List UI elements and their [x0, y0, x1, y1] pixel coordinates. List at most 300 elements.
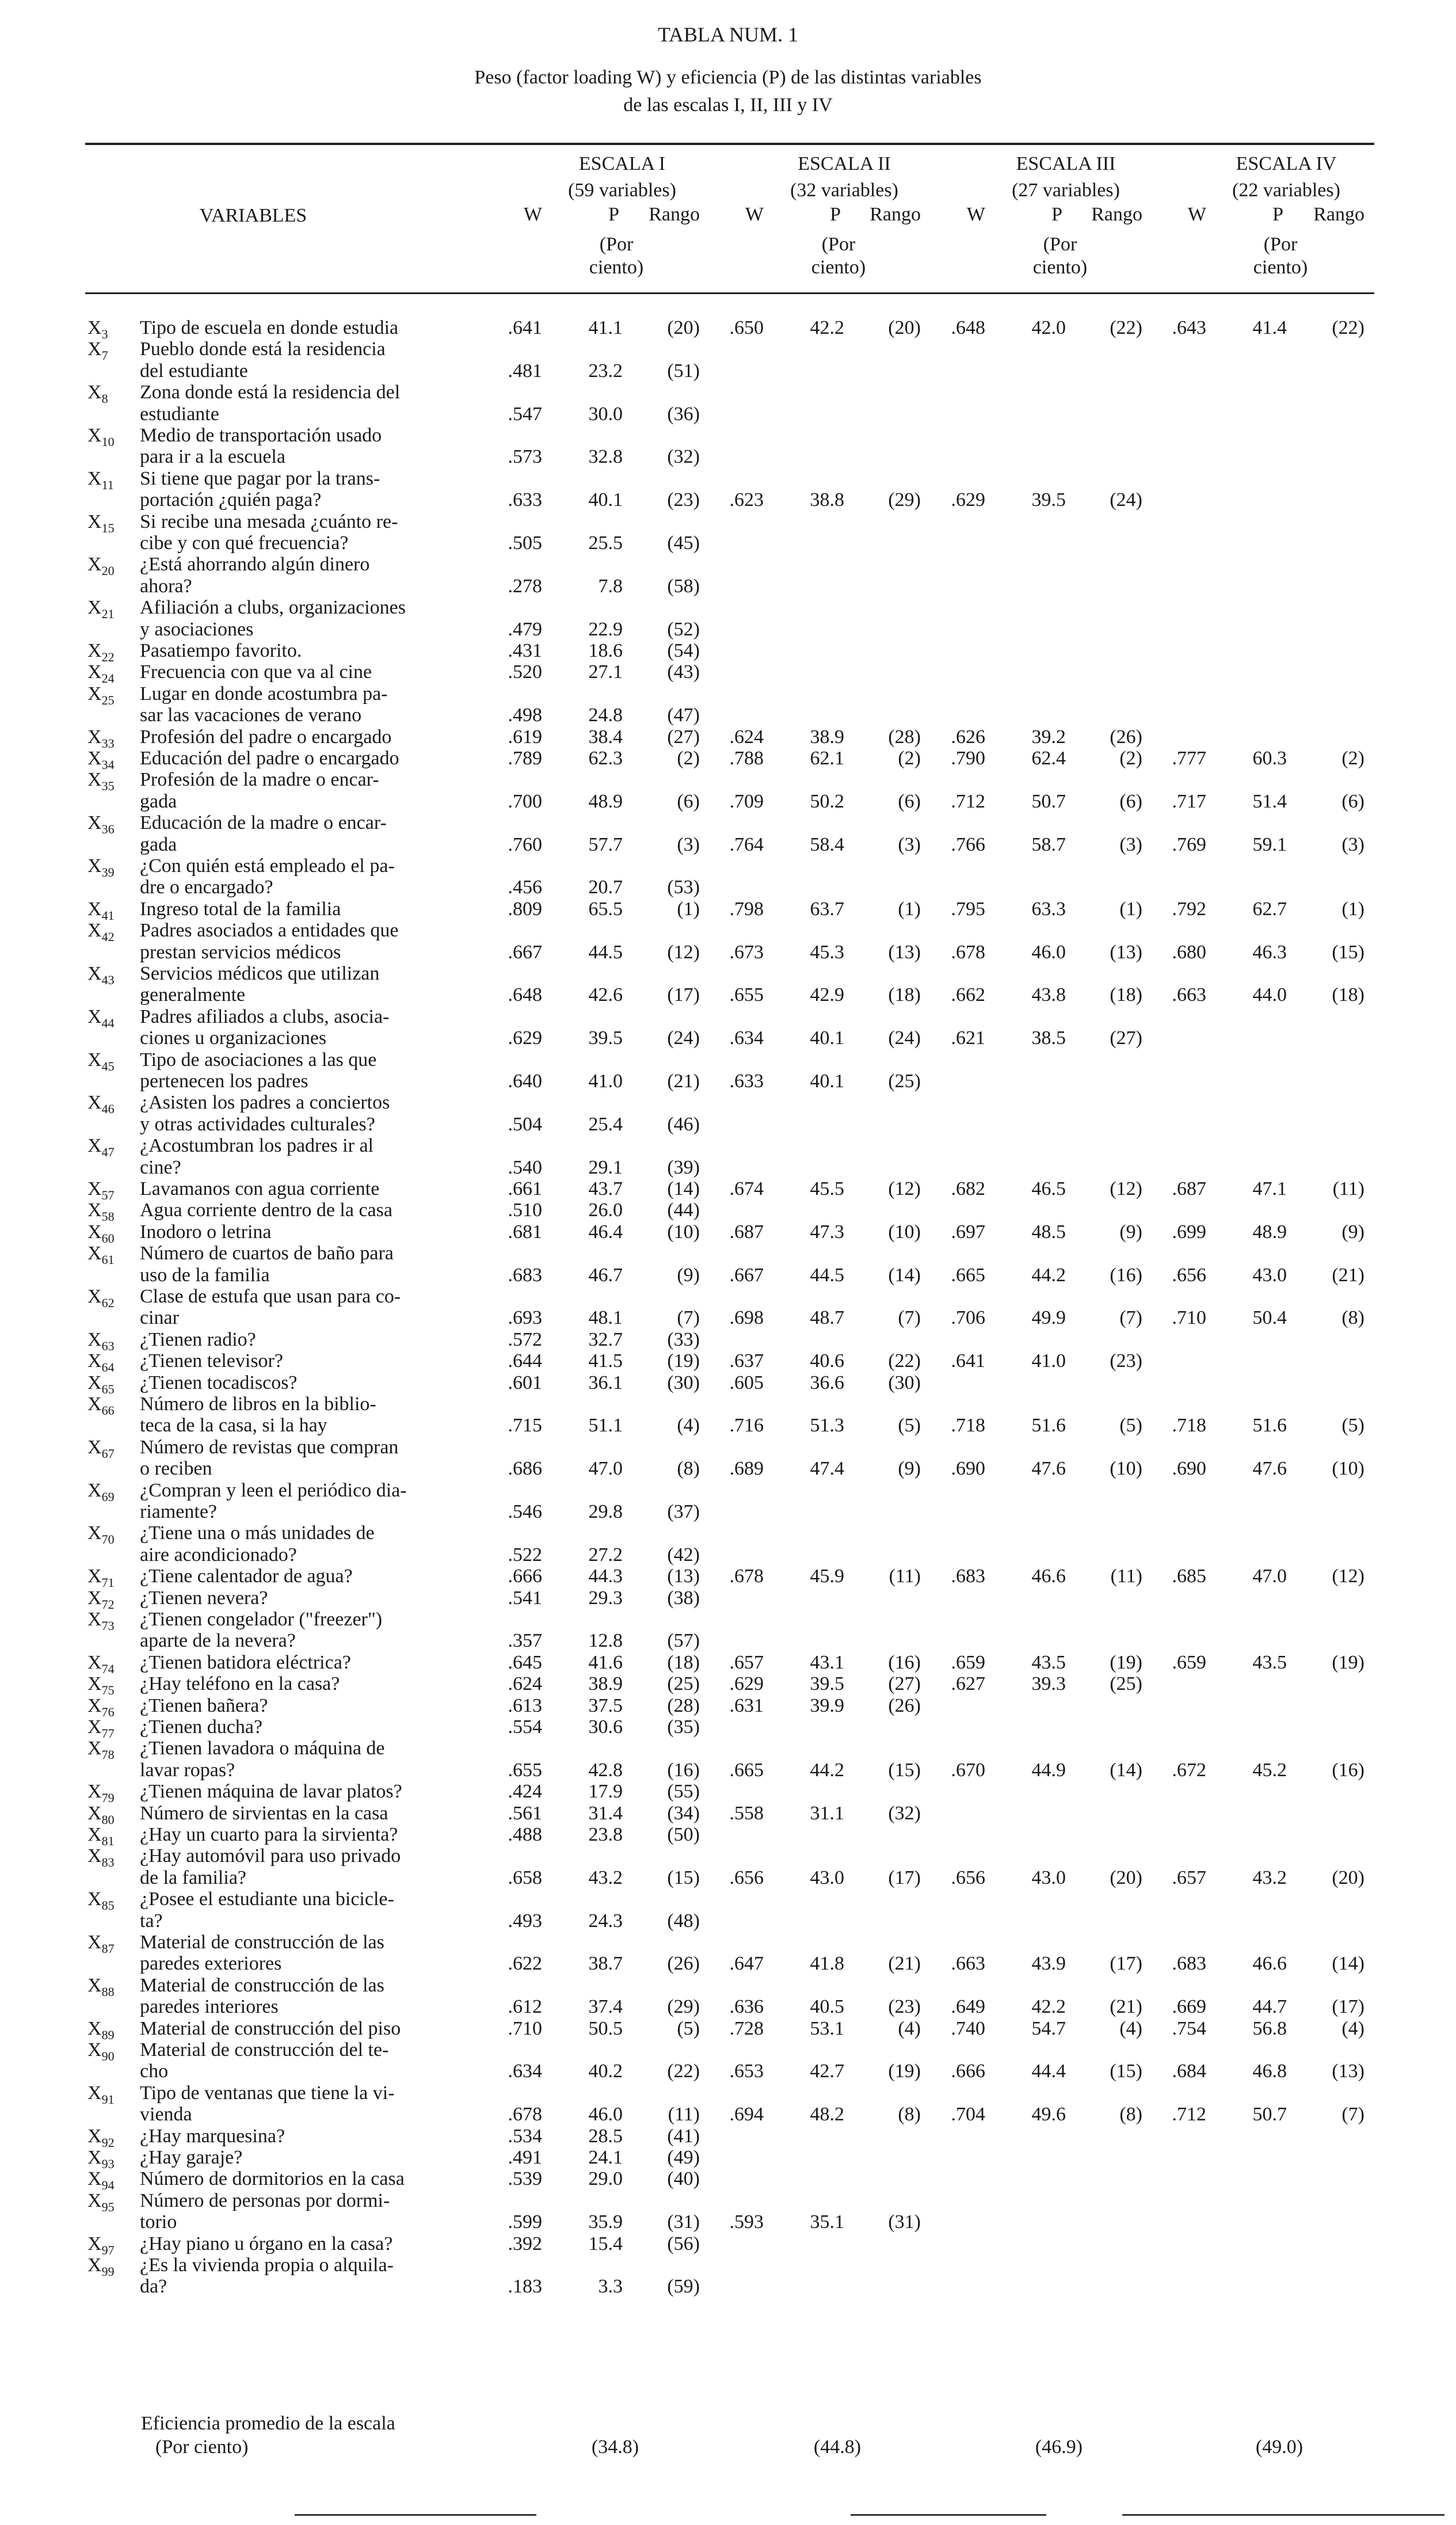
variable-label: del estudiante [140, 360, 248, 382]
variable-label: Número de libros en la biblio- [140, 1393, 376, 1415]
variable-code: $X_{99}$ [87, 2254, 115, 2279]
rank-value: (6) [677, 790, 700, 812]
weight-value: .669 [1172, 1996, 1206, 2018]
rank-value: (10) [1110, 1458, 1142, 1480]
rank-value: (7) [898, 1307, 921, 1329]
weight-value: .648 [951, 317, 985, 338]
variable-label: ¿Tiene calentador de agua? [140, 1566, 353, 1587]
variable-label: ¿Tienen bañera? [140, 1694, 268, 1716]
rank-value: (26) [667, 1953, 700, 1975]
efficiency-value: 22.9 [588, 618, 623, 640]
rank-value: (17) [667, 984, 700, 1006]
weight-value: .666 [951, 2061, 985, 2082]
rank-value: (2) [677, 748, 700, 769]
weight-value: .456 [508, 877, 542, 898]
variable-label: Ingreso total de la familia [140, 898, 341, 920]
rank-value: (12) [888, 1178, 921, 1199]
variable-label: Tipo de escuela en donde estudia [140, 317, 399, 338]
rank-value: (10) [1332, 1458, 1364, 1480]
efficiency-value: 41.0 [1031, 1350, 1066, 1372]
variable-label: para ir a la escuela [140, 446, 285, 468]
efficiency-value: 38.9 [588, 1673, 623, 1695]
variable-label: lavar ropas? [140, 1759, 235, 1781]
rank-value: (28) [888, 726, 921, 748]
variable-code: $X_{71}$ [87, 1566, 115, 1590]
weight-value: .659 [1172, 1651, 1206, 1673]
rank-value: (6) [898, 790, 921, 812]
rank-value: (15) [1332, 941, 1364, 963]
weight-value: .769 [1172, 833, 1206, 855]
weight-value: .687 [729, 1221, 764, 1243]
weight-value: .645 [508, 1651, 542, 1673]
rank-value: (1) [1119, 898, 1142, 920]
rank-value: (31) [888, 2211, 921, 2233]
efficiency-value: 38.9 [810, 726, 844, 748]
rank-value: (27) [667, 726, 700, 748]
rank-value: (4) [1119, 2017, 1142, 2039]
weight-value: .505 [508, 532, 542, 554]
column-units: ciento) [1253, 257, 1308, 278]
weight-value: .643 [1172, 317, 1206, 338]
variable-label: Medio de transportación usado [140, 425, 382, 446]
variable-label: ¿Tienen televisor? [140, 1350, 283, 1372]
efficiency-value: 41.0 [588, 1071, 623, 1092]
rank-value: (6) [1341, 790, 1364, 812]
rank-value: (10) [888, 1221, 921, 1243]
column-w-header: W [523, 204, 542, 225]
variable-code: $X_{93}$ [87, 2147, 115, 2171]
rank-value: (9) [677, 1264, 700, 1286]
column-units: (Por [1043, 234, 1077, 255]
efficiency-value: 45.9 [810, 1566, 844, 1587]
variable-label: Tipo de asociaciones a las que [140, 1049, 377, 1071]
efficiency-value: 39.5 [1031, 489, 1066, 511]
variable-code: $X_{88}$ [87, 1974, 115, 1999]
variable-code: $X_{95}$ [87, 2189, 115, 2214]
weight-value: .627 [951, 1673, 985, 1695]
efficiency-value: 42.0 [1031, 317, 1066, 338]
weight-value: .539 [508, 2168, 542, 2190]
column-p-header: P [608, 204, 619, 225]
rank-value: (42) [667, 1544, 700, 1566]
variable-code: $X_{34}$ [87, 748, 115, 772]
efficiency-value: 25.5 [588, 532, 623, 554]
weight-value: .534 [508, 2125, 542, 2147]
rank-value: (12) [667, 941, 700, 963]
efficiency-value: 30.6 [588, 1716, 623, 1738]
variable-label: o reciben [140, 1458, 212, 1480]
efficiency-value: 44.3 [588, 1566, 623, 1587]
variable-code: $X_{24}$ [87, 661, 115, 686]
column-units: (Por [821, 234, 856, 255]
weight-value: .631 [729, 1694, 764, 1716]
footer-label: Eficiencia promedio de la escala [141, 2413, 395, 2434]
efficiency-value: 43.1 [810, 1651, 844, 1673]
column-units: ciento) [811, 257, 866, 278]
weight-value: .629 [951, 489, 985, 511]
table-caption: Peso (factor loading W) y eficiencia (P) de las distintas variables [474, 67, 982, 88]
variable-code: $X_{77}$ [87, 1716, 115, 1741]
efficiency-value: 30.0 [588, 403, 623, 425]
rank-value: (11) [1110, 1566, 1142, 1587]
scale-name: ESCALA IV [1236, 153, 1337, 174]
weight-value: .558 [729, 1802, 764, 1824]
variable-label: ¿Compran y leen el periódico dia- [140, 1479, 407, 1501]
variable-label: portación ¿quién paga? [140, 489, 322, 511]
variable-label: cibe y con qué frecuencia? [140, 532, 349, 554]
weight-value: .789 [508, 748, 542, 769]
weight-value: .612 [508, 1996, 542, 2018]
efficiency-value: 63.3 [1031, 898, 1066, 920]
rank-value: (11) [1332, 1178, 1364, 1199]
variable-label: ¿Es la vivienda propia o alquila- [140, 2254, 394, 2276]
column-w-header: W [966, 204, 985, 225]
weight-value: .561 [508, 1802, 542, 1824]
rank-value: (2) [1119, 748, 1142, 769]
column-rango-header: Rango [1091, 204, 1142, 225]
variable-code: $X_{69}$ [87, 1479, 115, 1504]
variable-label: ¿Tienen máquina de lavar platos? [140, 1781, 402, 1803]
rank-value: (13) [888, 941, 921, 963]
rank-value: (16) [667, 1759, 700, 1781]
weight-value: .712 [951, 790, 985, 812]
efficiency-value: 38.7 [588, 1953, 623, 1975]
column-p-header: P [1272, 204, 1283, 225]
rank-value: (1) [1341, 898, 1364, 920]
efficiency-value: 40.2 [588, 2061, 623, 2082]
variable-code: $X_{46}$ [87, 1092, 115, 1117]
rank-value: (22) [1110, 317, 1142, 338]
efficiency-value: 62.3 [588, 748, 623, 769]
efficiency-value: 45.3 [810, 941, 844, 963]
rank-value: (24) [1110, 489, 1142, 511]
variable-code: $X_{76}$ [87, 1694, 115, 1719]
variable-label: Número de revistas que compran [140, 1436, 399, 1458]
efficiency-value: 43.0 [1031, 1867, 1066, 1888]
variable-label: Material de construcción del piso [140, 2017, 401, 2039]
weight-value: .392 [508, 2233, 542, 2254]
efficiency-value: 41.6 [588, 1651, 623, 1673]
rank-value: (22) [1332, 317, 1364, 338]
efficiency-value: 39.2 [1031, 726, 1066, 748]
variable-code: $X_{20}$ [87, 554, 115, 578]
weight-value: .650 [729, 317, 764, 338]
column-rango-header: Rango [870, 204, 921, 225]
variable-code: $X_{61}$ [87, 1243, 115, 1267]
weight-value: .647 [729, 1953, 764, 1975]
weight-value: .541 [508, 1587, 542, 1609]
weight-value: .431 [508, 640, 542, 661]
bottom-rule-left [295, 2514, 536, 2516]
efficiency-value: 39.3 [1031, 1673, 1066, 1695]
variable-code: $X_{60}$ [87, 1221, 115, 1246]
weight-value: .790 [951, 748, 985, 769]
efficiency-value: 60.3 [1252, 748, 1287, 769]
weight-value: .659 [951, 1651, 985, 1673]
variable-label: teca de la casa, si la hay [140, 1415, 327, 1437]
variable-label: gada [140, 790, 177, 812]
rank-value: (16) [1332, 1759, 1364, 1781]
efficiency-value: 44.5 [588, 941, 623, 963]
variable-label: Número de sirvientas en la casa [140, 1802, 388, 1824]
weight-value: .613 [508, 1694, 542, 1716]
variable-label: vienda [140, 2104, 192, 2126]
weight-value: .424 [508, 1781, 542, 1803]
rank-value: (16) [1110, 1264, 1142, 1286]
bottom-rule-middle [851, 2514, 1046, 2516]
efficiency-value: 62.7 [1252, 898, 1287, 920]
rank-value: (41) [667, 2125, 700, 2147]
weight-value: .680 [1172, 941, 1206, 963]
weight-value: .634 [508, 2061, 542, 2082]
efficiency-value: 62.4 [1031, 748, 1066, 769]
variable-code: $X_{92}$ [87, 2125, 115, 2150]
rank-value: (25) [667, 1673, 700, 1695]
rank-value: (33) [667, 1328, 700, 1350]
efficiency-value: 43.2 [588, 1867, 623, 1888]
weight-value: .718 [1172, 1415, 1206, 1437]
rank-value: (39) [667, 1156, 700, 1178]
rank-value: (18) [1110, 984, 1142, 1006]
rank-value: (29) [667, 1996, 700, 2018]
weight-value: .717 [1172, 790, 1206, 812]
weight-value: .661 [508, 1178, 542, 1199]
rank-value: (9) [1119, 1221, 1142, 1243]
rank-value: (34) [667, 1802, 700, 1824]
weight-value: .653 [729, 2061, 764, 2082]
rank-value: (4) [898, 2017, 921, 2039]
weight-value: .572 [508, 1328, 542, 1350]
variable-code: $X_{80}$ [87, 1802, 115, 1827]
rank-value: (13) [1110, 941, 1142, 963]
efficiency-value: 44.9 [1031, 1759, 1066, 1781]
rank-value: (20) [667, 317, 700, 338]
efficiency-value: 43.8 [1031, 984, 1066, 1006]
weight-value: .662 [951, 984, 985, 1006]
weight-value: .663 [1172, 984, 1206, 1006]
weight-value: .792 [1172, 898, 1206, 920]
efficiency-value: 40.1 [810, 1071, 844, 1092]
efficiency-value: 35.1 [810, 2211, 844, 2233]
variable-code: $X_{97}$ [87, 2233, 115, 2257]
efficiency-value: 20.7 [588, 877, 623, 898]
weight-value: .624 [508, 1673, 542, 1695]
variable-label: Material de construcción del te- [140, 2039, 389, 2061]
bottom-rule-right [1122, 2514, 1444, 2516]
efficiency-value: 47.4 [810, 1458, 844, 1480]
variable-label: Profesión de la madre o encar- [140, 769, 379, 791]
weight-value: .678 [729, 1566, 764, 1587]
weight-value: .754 [1172, 2017, 1206, 2039]
efficiency-value: 29.3 [588, 1587, 623, 1609]
scale-name: ESCALA II [798, 153, 891, 174]
variable-label: Pueblo donde está la residencia [140, 338, 386, 360]
weight-value: .479 [508, 618, 542, 640]
efficiency-value: 46.6 [1252, 1953, 1287, 1975]
efficiency-value: 23.2 [588, 360, 623, 382]
rank-value: (13) [1332, 2061, 1364, 2082]
efficiency-value: 47.3 [810, 1221, 844, 1243]
efficiency-value: 37.5 [588, 1694, 623, 1716]
weight-value: .593 [729, 2211, 764, 2233]
rank-value: (32) [667, 446, 700, 468]
efficiency-value: 37.4 [588, 1996, 623, 2018]
efficiency-value: 38.8 [810, 489, 844, 511]
variable-label: Si recibe una mesada ¿cuánto re- [140, 511, 398, 532]
weight-value: .666 [508, 1566, 542, 1587]
weight-value: .764 [729, 833, 764, 855]
variable-code: $X_{78}$ [87, 1738, 115, 1762]
rank-value: (4) [677, 1415, 700, 1437]
rank-value: (7) [677, 1307, 700, 1329]
rank-value: (47) [667, 704, 700, 726]
weight-value: .678 [508, 2104, 542, 2126]
variable-label: ¿Hay automóvil para uso privado [140, 1845, 401, 1867]
weight-value: .491 [508, 2147, 542, 2168]
rank-value: (32) [888, 1802, 921, 1824]
weight-value: .626 [951, 726, 985, 748]
efficiency-value: 44.2 [810, 1759, 844, 1781]
efficiency-value: 42.2 [1031, 1996, 1066, 2018]
weight-value: .684 [1172, 2061, 1206, 2082]
rank-value: (7) [1119, 1307, 1142, 1329]
efficiency-value: 28.5 [588, 2125, 623, 2147]
efficiency-value: 47.1 [1252, 1178, 1287, 1199]
variable-label: cho [140, 2061, 169, 2082]
efficiency-value: 48.9 [588, 790, 623, 812]
weight-value: .674 [729, 1178, 764, 1199]
rank-value: (10) [667, 1221, 700, 1243]
rank-value: (45) [667, 532, 700, 554]
table-caption-line2: de las escalas I, II, III y IV [623, 94, 833, 116]
rank-value: (13) [667, 1566, 700, 1587]
weight-value: .699 [1172, 1221, 1206, 1243]
rank-value: (5) [677, 2017, 700, 2039]
variable-code: $X_{66}$ [87, 1393, 115, 1418]
weight-value: .657 [1172, 1867, 1206, 1888]
header-bottom-rule [85, 292, 1374, 294]
rank-value: (8) [1341, 1307, 1364, 1329]
variable-code: $X_{11}$ [87, 467, 114, 492]
weight-value: .637 [729, 1350, 764, 1372]
variable-label: ta? [140, 1910, 163, 1932]
weight-value: .357 [508, 1630, 542, 1652]
variable-code: $X_7$ [87, 338, 108, 363]
efficiency-value: 49.6 [1031, 2104, 1066, 2126]
efficiency-value: 46.4 [588, 1221, 623, 1243]
weight-value: .522 [508, 1544, 542, 1566]
weight-value: .633 [508, 489, 542, 511]
rank-value: (56) [667, 2233, 700, 2254]
weight-value: .633 [729, 1071, 764, 1092]
efficiency-value: 3.3 [598, 2276, 623, 2298]
weight-value: .623 [729, 489, 764, 511]
rank-value: (7) [1341, 2104, 1364, 2126]
variable-code: $X_{72}$ [87, 1587, 115, 1612]
variable-code: $X_{62}$ [87, 1286, 115, 1310]
variable-label: ¿Posee el estudiante una bicicle- [140, 1888, 394, 1910]
rank-value: (12) [1110, 1178, 1142, 1199]
weight-value: .649 [951, 1996, 985, 2018]
efficiency-value: 48.7 [810, 1307, 844, 1329]
weight-value: .622 [508, 1953, 542, 1975]
efficiency-value: 40.6 [810, 1350, 844, 1372]
efficiency-value: 48.2 [810, 2104, 844, 2126]
efficiency-value: 51.4 [1252, 790, 1287, 812]
variable-label: Padres afiliados a clubs, asocia- [140, 1006, 390, 1027]
rank-value: (50) [667, 1824, 700, 1845]
rank-value: (49) [667, 2147, 700, 2168]
variable-label: Lugar en donde acostumbra pa- [140, 683, 388, 704]
rank-value: (5) [898, 1415, 921, 1437]
rank-value: (17) [1110, 1953, 1142, 1975]
variable-code: $X_{79}$ [87, 1781, 115, 1805]
variable-label: pertenecen los padres [140, 1071, 308, 1092]
efficiency-value: 24.1 [588, 2147, 623, 2168]
efficiency-value: 46.8 [1252, 2061, 1287, 2082]
variable-code: $X_{33}$ [87, 726, 115, 751]
weight-value: .766 [951, 833, 985, 855]
weight-value: .704 [951, 2104, 985, 2126]
rank-value: (43) [667, 661, 700, 683]
rank-value: (14) [888, 1264, 921, 1286]
efficiency-value: 45.5 [810, 1178, 844, 1199]
efficiency-value: 39.5 [588, 1027, 623, 1049]
average-efficiency-value: (49.0) [1255, 2436, 1303, 2458]
efficiency-value: 50.5 [588, 2017, 623, 2039]
weight-value: .665 [951, 1264, 985, 1286]
variable-label: Afiliación a clubs, organizaciones [140, 597, 406, 619]
variable-label: ¿Hay marquesina? [140, 2125, 285, 2147]
variable-label: da? [140, 2276, 167, 2298]
variable-code: $X_8$ [87, 382, 108, 406]
scale-variable-count: (27 variables) [1012, 180, 1120, 201]
weight-value: .728 [729, 2017, 764, 2039]
rank-value: (25) [1110, 1673, 1142, 1695]
weight-value: .546 [508, 1501, 542, 1522]
efficiency-value: 59.1 [1252, 833, 1287, 855]
rank-value: (25) [888, 1071, 921, 1092]
weight-value: .716 [729, 1415, 764, 1437]
efficiency-value: 7.8 [598, 575, 623, 597]
efficiency-value: 46.5 [1031, 1178, 1066, 1199]
efficiency-value: 48.5 [1031, 1221, 1066, 1243]
variable-code: $X_{22}$ [87, 640, 115, 664]
rank-value: (18) [888, 984, 921, 1006]
variable-label: dre o encargado? [140, 877, 273, 898]
variable-label: ¿Hay teléfono en la casa? [140, 1673, 340, 1695]
rank-value: (18) [1332, 984, 1364, 1006]
scale-variable-count: (59 variables) [568, 180, 676, 201]
header-top-rule [85, 143, 1374, 145]
weight-value: .706 [951, 1307, 985, 1329]
weight-value: .640 [508, 1071, 542, 1092]
average-efficiency-value: (44.8) [813, 2436, 862, 2458]
weight-value: .667 [508, 941, 542, 963]
rank-value: (4) [1341, 2017, 1364, 2039]
efficiency-value: 50.7 [1031, 790, 1066, 812]
rank-value: (15) [1110, 2061, 1142, 2082]
scale-variable-count: (22 variables) [1232, 180, 1340, 201]
weight-value: .665 [729, 1759, 764, 1781]
weight-value: .690 [951, 1458, 985, 1480]
rank-value: (5) [1119, 1415, 1142, 1437]
variable-label: Profesión del padre o encargado [140, 726, 392, 748]
rank-value: (28) [667, 1694, 700, 1716]
column-units: ciento) [1032, 257, 1088, 278]
column-p-header: P [1051, 204, 1062, 225]
efficiency-value: 49.9 [1031, 1307, 1066, 1329]
